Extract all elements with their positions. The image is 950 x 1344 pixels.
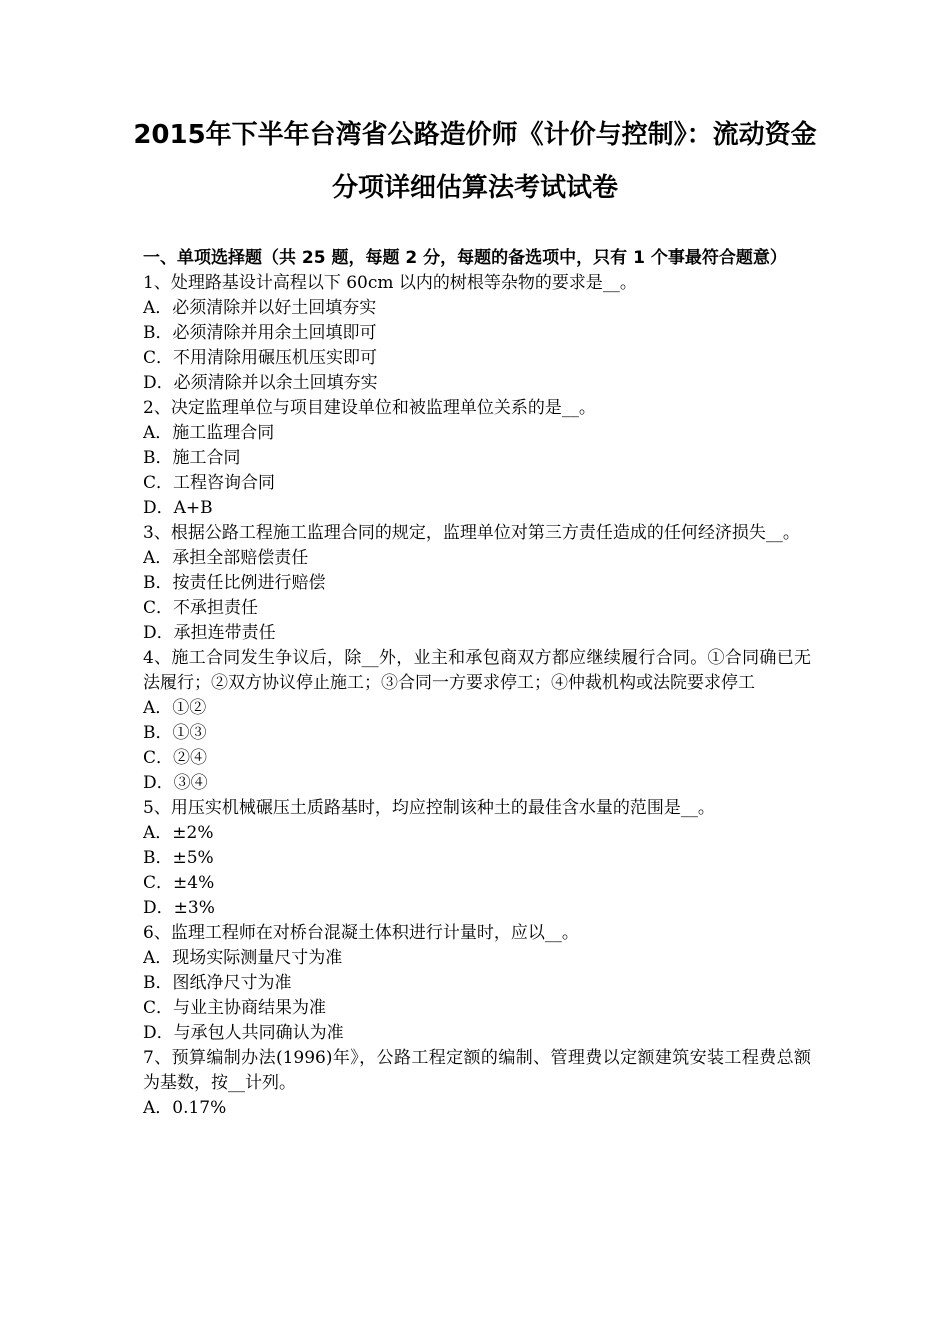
document-title-line-2: 分项详细估算法考试试卷 [331,173,618,203]
question-stem: 5、用压实机械碾压土质路基时，均应控制该种土的最佳含水量的范围是__。 [143,798,715,818]
question-stem: 1、处理路基设计高程以下 60cm 以内的树根等杂物的要求是__。 [143,273,637,293]
answer-option: C．工程咨询合同 [143,473,276,493]
answer-option: B．施工合同 [143,448,241,468]
answer-option: D．±3% [143,898,215,918]
question-stem: 6、监理工程师在对桥台混凝土体积进行计量时，应以__。 [143,923,579,943]
answer-option: D．③④ [143,773,208,793]
question-stem: 2、决定监理单位与项目建设单位和被监理单位关系的是__。 [143,398,596,418]
answer-option: C．与业主协商结果为准 [143,998,327,1018]
answer-option: D．必须清除并以余土回填夯实 [143,373,378,393]
section-heading: 一、单项选择题（共 25 题，每题 2 分，每题的备选项中，只有 1 个事最符合题意） [143,248,787,268]
answer-option: B．按责任比例进行赔偿 [143,573,326,593]
answer-option: A．±2% [143,823,214,843]
answer-option: A．①② [143,698,207,718]
answer-option: C．±4% [143,873,215,893]
document-body [143,246,811,1121]
answer-option: A．现场实际测量尺寸为准 [143,948,343,968]
answer-option: A．施工监理合同 [143,423,275,443]
question-stem: 7、预算编制办法(1996)年》，公路工程定额的编制、管理费以定额建筑安装工程费总额为基数，按__计列。 [143,1048,811,1093]
answer-option: B．±5% [143,848,214,868]
answer-option: C．②④ [143,748,208,768]
question-stem: 3、根据公路工程施工监理合同的规定，监理单位对第三方责任造成的任何经济损失__。 [143,523,800,543]
answer-option: C．不用清除用碾压机压实即可 [143,348,378,368]
answer-option: A．承担全部赔偿责任 [143,548,309,568]
answer-option: B．必须清除并用余土回填即可 [143,323,377,343]
answer-option: B．①③ [143,723,207,743]
answer-option: A．必须清除并以好土回填夯实 [143,298,377,318]
answer-option: D．承担连带责任 [143,623,276,643]
answer-option: B．图纸净尺寸为准 [143,973,292,993]
document-title-line-1: 2015年下半年台湾省公路造价师《计价与控制》：流动资金 [133,120,817,150]
answer-option: D．与承包人共同确认为准 [143,1023,344,1043]
answer-option: D．A+B [143,498,213,518]
answer-option: A．0.17% [143,1098,227,1118]
question-stem: 4、施工合同发生争议后，除__外，业主和承包商双方都应继续履行合同。①合同确已无法履行；②双方协议停止施工；③合同一方要求停工；④仲裁机构或法院要求停工 [143,648,811,693]
answer-option: C．不承担责任 [143,598,259,618]
